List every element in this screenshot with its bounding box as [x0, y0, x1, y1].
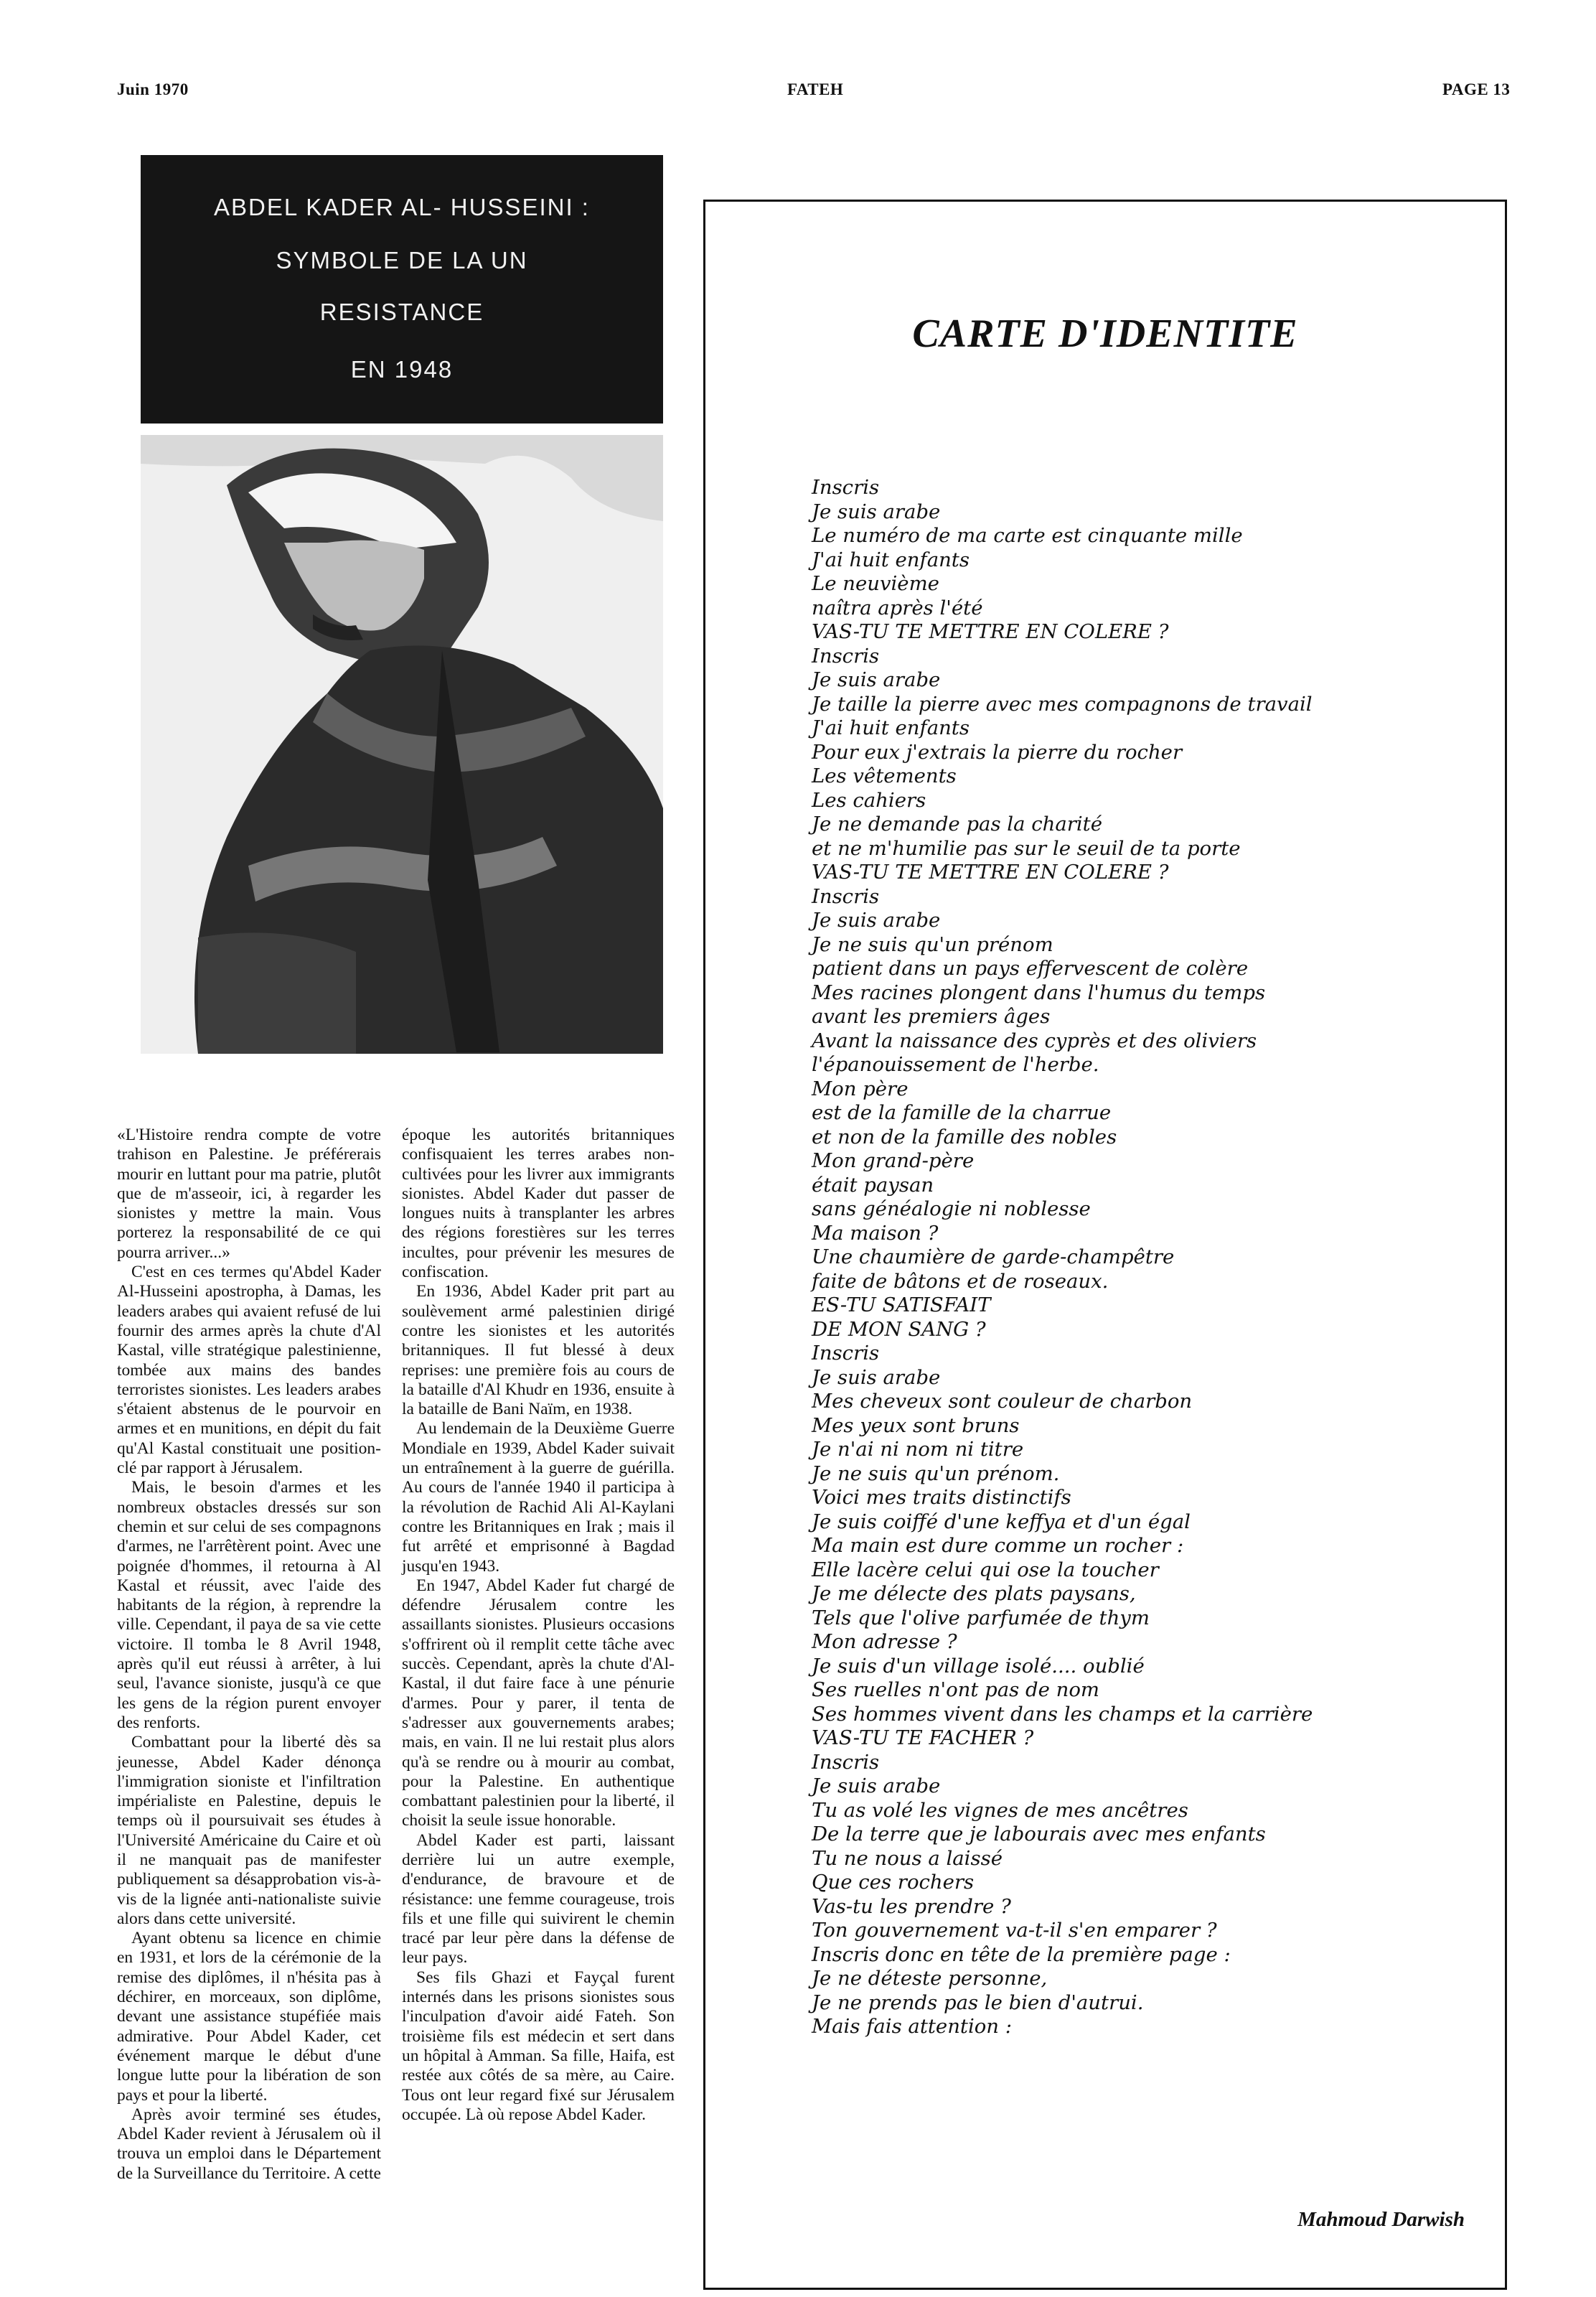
article-paragraph: époque les autorités britanniques confisquaient les terres arabes non-cultivées pour les livrer aux immigrants sionistes. Abdel Kader dut passer de longues nuits à transplanter les arbres des régions forestières sur les terres incultes, pour prévenir les mesures de confiscation.	[402, 1126, 675, 1282]
article-paragraph: Après avoir terminé ses études, Abdel Kader revient à Jérusalem où il trouva un emploi dans le Département de la Surveillance du Territoire. A cette	[117, 2105, 381, 2183]
poem-line: Je ne déteste personne,	[812, 1967, 1048, 1990]
article-paragraph: Combattant pour la liberté dès sa jeunesse, Abdel Kader dénonça l'immigration sioniste et l'infiltration impérialiste en Palestine, depuis le temps où il poursuivait ses études à l'Université Américaine du Caire et où il ne manquait pas de manifester publiquement sa désapprobation vis-à-vis de la lignée anti-nationaliste suivie alors dans cette université.	[117, 1733, 381, 1928]
header-publication: FATEH	[787, 80, 844, 98]
poem-line: Je suis arabe	[812, 1774, 941, 1797]
poem-line: faite de bâtons et de roseaux.	[812, 1269, 1109, 1293]
poem-line: Je suis coiffé d'une keffya et d'un égal	[812, 1510, 1191, 1533]
poem-line: l'épanouissement de l'herbe.	[812, 1053, 1099, 1076]
article-paragraph: Ses fils Ghazi et Fayçal furent internés dans les prisons sionistes sous l'inculpation d'avoir aidé Fateh. Son troisième fils est médecin et sert dans un hôpital à Amman. Sa fille, Haifa, est restée aux côtés de sa mère, au Caire. Tous ont leur regard fixé sur Jérusalem occupée. Là où repose Abdel Kader.	[402, 1968, 675, 2124]
poem-line: VAS-TU TE METTRE EN COLERE ?	[812, 861, 1169, 884]
poem-line: Je suis arabe	[812, 500, 941, 523]
poem-line: Je ne suis qu'un prénom	[812, 932, 1053, 956]
poem-line: Ton gouvernement va-t-il s'en emparer ?	[812, 1919, 1217, 1942]
article-column-left	[117, 1126, 381, 2184]
poem-line: Je ne demande pas la charité	[812, 813, 1103, 836]
poem-line: Tels que l'olive parfumée de thym	[812, 1606, 1150, 1629]
poem-line: DE MON SANG ?	[812, 1317, 986, 1341]
poem-line: ES-TU SATISFAIT	[812, 1293, 991, 1316]
poem-line: sans généalogie ni noblesse	[812, 1197, 1091, 1220]
poem-line: Tu ne nous a laissé	[812, 1846, 1003, 1870]
poem-line: Je suis arabe	[812, 668, 941, 691]
portrait-photo	[141, 435, 663, 1054]
article-title-box	[141, 155, 663, 424]
poem-line: J'ai huit enfants	[812, 716, 970, 739]
poem-line: Mon grand-père	[812, 1149, 975, 1172]
poem-line: Je n'ai ni nom ni titre	[812, 1438, 1024, 1461]
poem-line: Les vêtements	[812, 764, 957, 787]
header-date: Juin 1970	[117, 80, 189, 98]
poem-line: Les cahiers	[812, 788, 926, 812]
poem-line: VAS-TU TE FACHER ?	[812, 1726, 1034, 1749]
poem-line: Ses ruelles n'ont pas de nom	[812, 1678, 1099, 1701]
article-title-line-3: RESISTANCE	[319, 299, 484, 325]
poem-line: Mes racines plongent dans l'humus du temps	[812, 981, 1266, 1004]
article-paragraph: C'est en ces termes qu'Abdel Kader Al-Husseini apostropha, à Damas, les leaders arabes qui avaient refusé de lui fournir des armes après la chute d'Al Kastal, ville stratégique palestinienne, tombée aux mains des bandes terroristes sionistes. Les leaders arabes s'étaient abstenus de le pourvoir en armes et en munitions, en dépit du fait qu'Al Kastal constituait une position-clé par rapport à Jérusalem.	[117, 1263, 381, 1478]
poem-line: Voici mes traits distinctifs	[812, 1486, 1071, 1509]
poem-line: Je me délecte des plats paysans,	[812, 1582, 1136, 1605]
poem-line: Pour eux j'extrais la pierre du rocher	[812, 740, 1183, 764]
poem-line: Mon père	[812, 1077, 909, 1100]
article-paragraph: «L'Histoire rendra compte de votre trahison en Palestine. Je préférerais mourir en luttant pour ma patrie, plutôt que de m'asseoir, ici, à regarder les sionistes y mettre la main. Vous porterez la responsabilité de ce qui pourra arriver...»	[117, 1126, 381, 1262]
poem-line: est de la famille de la charrue	[812, 1101, 1112, 1124]
poem-line: Je ne prends pas le bien d'autrui.	[812, 1990, 1144, 2014]
poem-line: Inscris	[812, 476, 880, 499]
poem-line: Je suis arabe	[812, 909, 941, 932]
poem-line: Le neuvième	[812, 572, 939, 595]
poem-line: Mais fais attention :	[812, 2015, 1013, 2038]
poem-line: Inscris	[812, 884, 880, 908]
poem-line: Que ces rochers	[812, 1871, 975, 1894]
article-paragraph: Ayant obtenu sa licence en chimie en 1931, et lors de la cérémonie de la remise des diplômes, il n'hésita pas à déchirer, en morceaux, son diplôme, devant une assistance stupéfiée mais admirative. Pour Abdel Kader, cet événement marque le début d'une longue lutte pour la libération de son pays et pour la liberté.	[117, 1929, 381, 2105]
poem-line: Je taille la pierre avec mes compagnons de travail	[812, 692, 1313, 716]
article-paragraph: Au lendemain de la Deuxième Guerre Mondiale en 1939, Abdel Kader suivait un entraînement à la guerre de guérilla. Au cours de l'année 1940 il participa à la révolution de Rachid Ali Al-Kaylani contre les Britanniques en Irak ; mais il fut arrêté et emprisonné à Bagdad jusqu'en 1943.	[402, 1419, 675, 1576]
poem-body	[812, 476, 1486, 2039]
poem-line: et ne m'humilie pas sur le seuil de ta porte	[812, 836, 1241, 860]
poem-line: Le numéro de ma carte est cinquante mille	[812, 524, 1243, 547]
poem-line: Ma maison ?	[812, 1221, 939, 1245]
poem-line: Avant la naissance des cyprès et des oliviers	[812, 1029, 1257, 1052]
poem-line: VAS-TU TE METTRE EN COLERE ?	[812, 620, 1169, 643]
poem-line: Mon adresse ?	[812, 1630, 957, 1653]
article-paragraph: En 1936, Abdel Kader prit part au soulèvement armé palestinien dirigé contre les sionistes et les autorités britanniques. Il fut blessé à deux reprises: une première fois au cours de la bataille d'Al Khudr en 1936, ensuite à la bataille de Bani Naïm, en 1938.	[402, 1282, 675, 1419]
article-column-middle	[402, 1126, 675, 2125]
poem-line: Mes yeux sont bruns	[812, 1413, 1020, 1437]
poem-box	[703, 200, 1507, 2290]
poem-line: Mes cheveux sont couleur de charbon	[812, 1390, 1193, 1413]
poem-line: Je ne suis qu'un prénom.	[812, 1461, 1060, 1485]
poem-line: J'ai huit enfants	[812, 548, 970, 571]
poem-line: Inscris	[812, 644, 880, 668]
poem-title: CARTE D'IDENTITE	[912, 312, 1298, 356]
poem-line: Une chaumière de garde-champêtre	[812, 1245, 1175, 1268]
article-title-line-1: ABDEL KADER AL- HUSSEINI :	[214, 194, 590, 220]
poem-line: Vas-tu les prendre ?	[812, 1894, 1011, 1918]
article-title-line-4: EN 1948	[350, 356, 454, 383]
article-paragraph: En 1947, Abdel Kader fut chargé de défendre Jérusalem contre les assaillants sionistes. Plusieurs occasions s'offrirent où il remplit cette tâche avec succès. Cependant, après la chute d'Al-Kastal, il dut faire face à une pénurie d'armes. Pour y parer, il tenta de s'adresser aux gouvernements arabes; mais, en vain. Il ne lui restait plus alors qu'à se rendre ou à mourir au combat, pour la Palestine. En authentique combattant palestinien pour la liberté, il choisit la seule issue honorable.	[402, 1576, 675, 1830]
poem-line: Je suis d'un village isolé.... oublié	[812, 1654, 1145, 1678]
poem-line: Ses hommes vivent dans les champs et la carrière	[812, 1702, 1313, 1726]
poem-line: Ma main est dure comme un rocher :	[812, 1534, 1184, 1557]
poem-line: Elle lacère celui qui ose la toucher	[812, 1558, 1159, 1581]
article-paragraph: Mais, le besoin d'armes et les nombreux obstacles dressés sur son chemin et sur celui de ses compagnons d'armes, ne l'arrêtèrent point. Avec une poignée d'hommes, il retourna à Al Kastal et réussit, avec l'aide des habitants de la région, à reprendre la ville. Cependant, il paya de sa vie cette victoire. Il tomba le 8 Avril 1948, après qu'il eut réussi à arrêter, à lui seul, l'avance sioniste, jusqu'à ce que les gens de la région purent envoyer des renforts.	[117, 1478, 381, 1732]
poem-line: Tu as volé les vignes de mes ancêtres	[812, 1798, 1188, 1822]
poem-line: Inscris	[812, 1342, 880, 1365]
poem-line: De la terre que je labourais avec mes enfants	[812, 1823, 1266, 1845]
poem-line: Je suis arabe	[812, 1365, 941, 1389]
poem-line: Inscris	[812, 1750, 880, 1774]
poem-author: Mahmoud Darwish	[1297, 2208, 1465, 2231]
poem-line: et non de la famille des nobles	[812, 1125, 1117, 1148]
poem-line: avant les premiers âges	[812, 1005, 1051, 1028]
poem-line: Inscris donc en tête de la première page :	[812, 1942, 1231, 1966]
poem-line: patient dans un pays effervescent de colère	[812, 957, 1249, 980]
poem-line: était paysan	[812, 1173, 934, 1197]
article-paragraph: Abdel Kader est parti, laissant derrière lui un autre exemple, d'endurance, de bravoure et de résistance: une femme courageuse, trois fils et une fille qui suivirent le chemin tracé par leur père dans la défense de leur pays.	[402, 1830, 675, 1968]
poem-line: naîtra après l'été	[812, 596, 983, 619]
header-page-number: PAGE 13	[1442, 80, 1511, 98]
article-title-line-2: SYMBOLE DE LA UN	[276, 247, 528, 273]
portrait-image	[141, 435, 663, 1054]
